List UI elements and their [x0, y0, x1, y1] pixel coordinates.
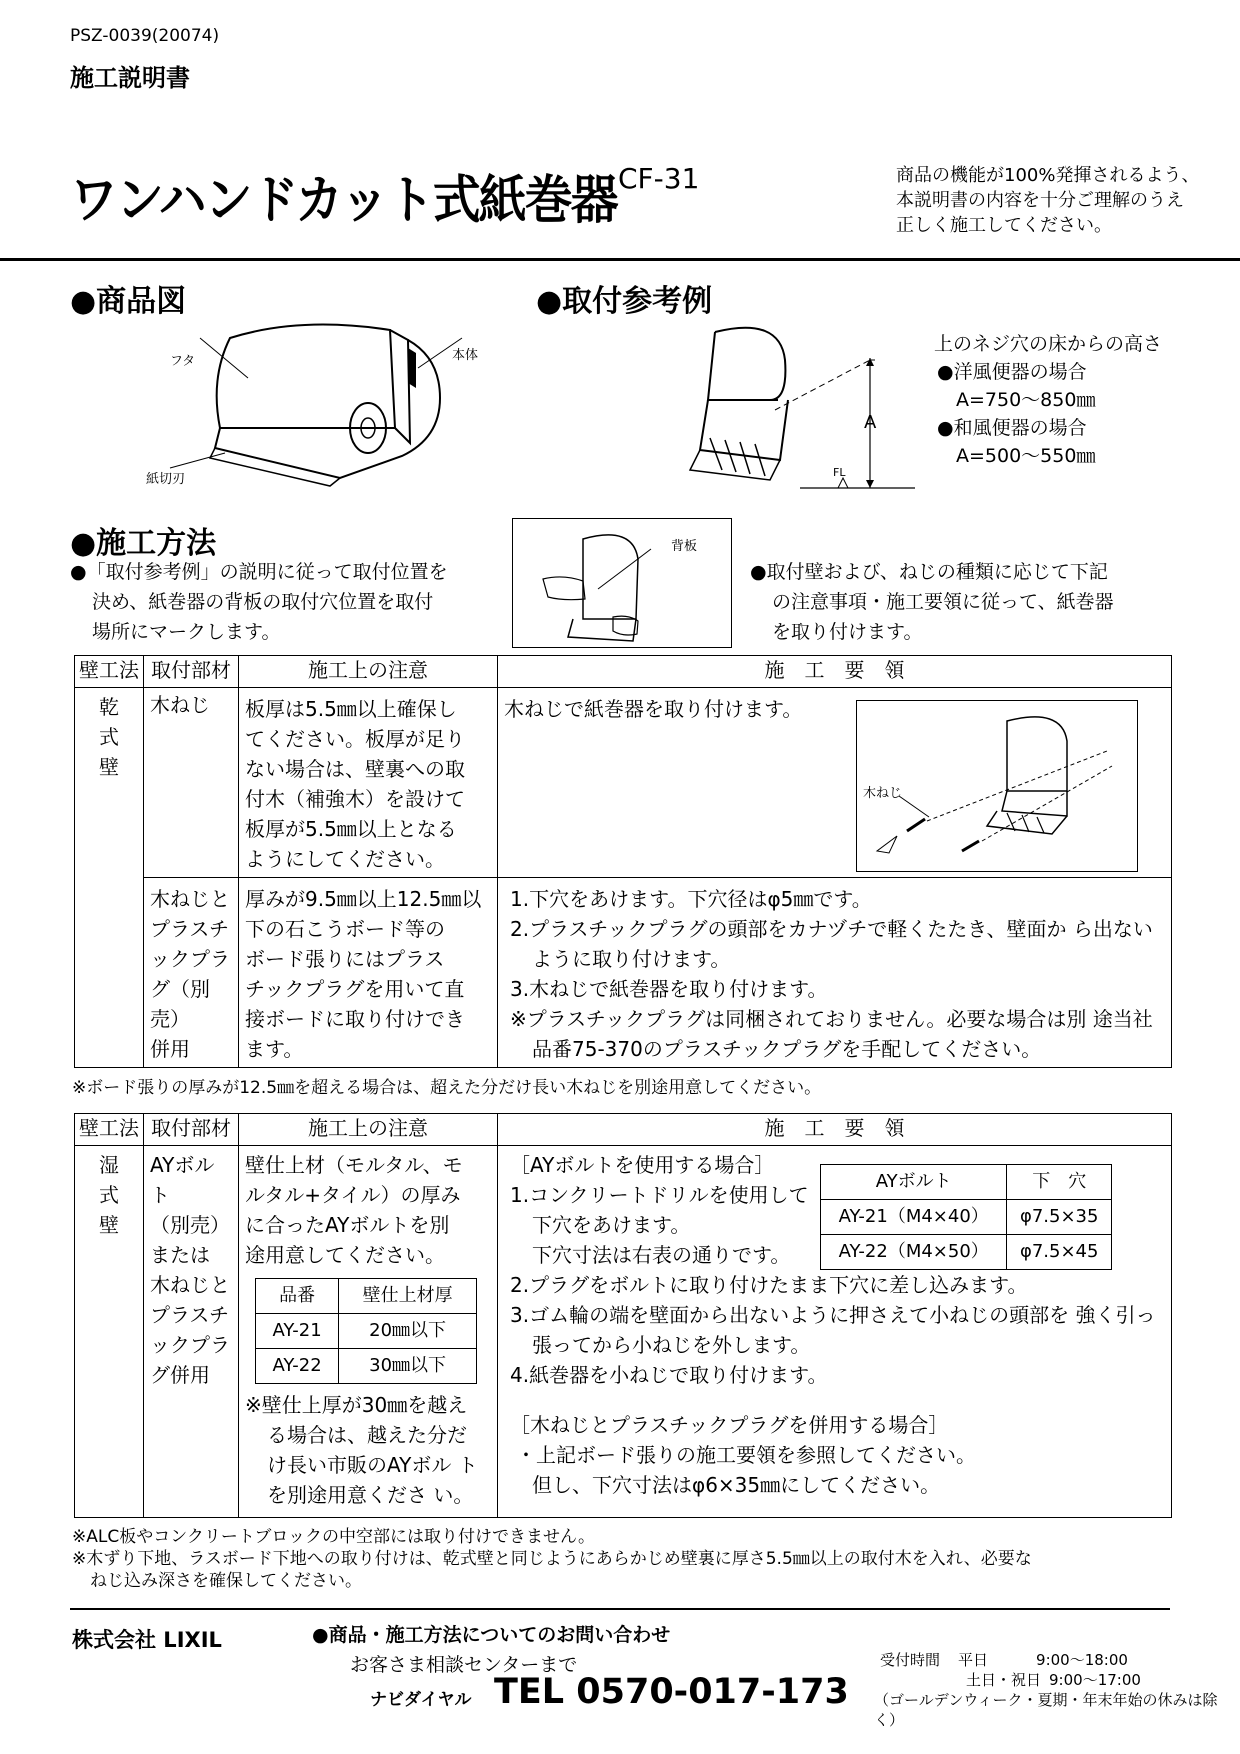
backplate-label: 背板: [671, 539, 698, 554]
dry-wall-footnote: ※ボード張りの厚みが12.5㎜を超える場合は、超えた分だけ長い木ねじを別途用意してください。: [72, 1078, 822, 1098]
table-row: [75, 688, 1172, 878]
cutter-label: 紙切刃: [146, 472, 186, 487]
dimension-a-label: A: [864, 412, 877, 433]
height-info: 上のネジ穴の床からの高さ ●洋風便器の場合 A=750～850㎜ ●和風便器の場合 A=500～550㎜: [934, 333, 1163, 467]
table-row: [75, 878, 1172, 1068]
inquiry-heading: ●商品・施工方法についてのお問い合わせ: [312, 1624, 671, 1646]
doc-code: PSZ-0039(20074): [70, 26, 220, 46]
col-procedure: 施 工 要 領: [498, 1114, 1172, 1146]
col-caution: 施工上の注意: [239, 656, 498, 688]
navi-dial-label: ナビダイヤル: [370, 1690, 472, 1710]
caution-wet: 壁仕上材（モルタル、モ ルタル+タイル）の厚み に合ったAYボルトを別 途用意してください。 品番 壁仕上材厚 AY-21 20㎜以下 AY-22 30㎜以下 ※壁仕上厚が30㎜を越え る場合は、越えた分だ け長い市販のAYボル トを別途用意くださ い。: [239, 1146, 498, 1518]
product-diagram: [140, 318, 490, 493]
method-heading: ●施工方法: [70, 526, 217, 561]
col-wall-method: 壁工法: [75, 656, 144, 688]
mounting-diagram: [670, 320, 920, 495]
material-screw-plug: 木ねじと プラスチ ックプラ グ（別売） 併用: [144, 878, 239, 1068]
material-ay-bolt: AYボルト （別売） または 木ねじと プラスチ ックプラ グ併用: [144, 1146, 239, 1518]
method-step-left: ●「取付参考例」の説明に従って取付位置を 決め、紙巻器の背板の取付穴位置を取付 場所にマークします。: [70, 561, 448, 643]
phone-number[interactable]: TEL 0570-017-173: [494, 1672, 849, 1712]
col-caution: 施工上の注意: [239, 1114, 498, 1146]
header-divider: [0, 258, 1240, 261]
caution-row1: 板厚は5.5㎜以上確保し てください。板厚が足り ない場合は、壁裏への取 付木（補強木）を設けて 板厚が5.5㎜以上となる ようにしてください。: [239, 688, 498, 878]
doc-type: 施工説明書: [70, 64, 190, 92]
product-heading: ●商品図: [70, 284, 187, 319]
floor-label: FL: [833, 466, 846, 479]
table-row: [75, 1146, 1172, 1518]
model-number: CF-31: [618, 162, 700, 195]
method-step-right: ●取付壁および、ねじの種類に応じて下記 の注意事項・施工要領に従って、紙巻器 を取り付けます。: [750, 561, 1114, 643]
col-material: 取付部材: [144, 656, 239, 688]
wet-wall-table: [74, 1113, 1172, 1518]
backplate-illustration: [512, 518, 732, 648]
procedure-row2: 1.下穴をあけます。下穴径はφ5㎜です。 2.プラスチックプラグの頭部をカナヅチで軽くたたき、壁面か ら出ないように取り付けます。 3.木ねじで紙巻器を取り付けます。 ※プラスチックプラグは同梱されておりません。必要な場合は別 途当社品番75-370のプラスチックプラグを手配してください。: [498, 878, 1172, 1068]
wood-screw-label: 木ねじ: [863, 786, 903, 801]
intro-text: 商品の機能が100%発揮されるよう、 本説明書の内容を十分ご理解のうえ 正しく施工してください。: [896, 165, 1200, 236]
body-label: 本体: [452, 348, 479, 363]
wall-type-dry: 乾 式 壁: [75, 688, 144, 1068]
col-procedure: 施 工 要 領: [498, 656, 1172, 688]
lid-label: フタ: [170, 354, 196, 369]
material-wood-screw: 木ねじ: [144, 688, 239, 878]
caution-row2: 厚みが9.5㎜以上12.5㎜以 下の石こうボード等の ボード張りにはプラス チックプラグを用いて直 接ボードに取り付けでき ます。: [239, 878, 498, 1068]
reception-hours: 受付時間 平日 9:00～18:00 土日・祝日 9:00～17:00 （ゴールデンウィーク・夏期・年末年始の休みは除く）: [874, 1651, 1218, 1729]
page-title: ワンハンドカット式紙巻器: [70, 171, 617, 231]
col-material: 取付部材: [144, 1114, 239, 1146]
footer-divider: [70, 1608, 1170, 1610]
mounting-heading: ●取付参考例: [536, 284, 713, 319]
wet-wall-footnotes: ※ALC板やコンクリートブロックの中空部には取り付けできません。 ※木ずり下地、ラスボード下地への取り付けは、乾式壁と同じようにあらかじめ壁裏に厚さ5.5㎜以上の取付木を入れ、必要な ねじ込み深さを確保してください。: [72, 1527, 1032, 1591]
hole-size-table: AYボルト 下 穴 AY-21（M4×40） φ7.5×35 AY-22（M4×50） φ7.5×45: [820, 1164, 1112, 1270]
screw-illustration: [856, 700, 1138, 872]
thickness-table: 品番 壁仕上材厚 AY-21 20㎜以下 AY-22 30㎜以下: [255, 1278, 477, 1384]
procedure-row1: 木ねじで紙巻器を取り付けます。 木ねじ: [498, 688, 1172, 878]
dry-wall-table: [74, 655, 1172, 1068]
wall-type-wet: 湿 式 壁: [75, 1146, 144, 1518]
company-name: 株式会社 LIXIL: [72, 1628, 222, 1652]
consultation-center: お客さま相談センターまで: [350, 1654, 578, 1676]
col-wall-method: 壁工法: [75, 1114, 144, 1146]
procedure-wet: ［AYボルトを使用する場合］ 1.コンクリートドリルを使用して 下穴をあけます。 下穴寸法は右表の通りです。 2.プラグをボルトに取り付けたまま下穴に差し込みます。 3.ゴム輪の端を壁面から出ないように押さえて小ねじの頭部を 強く引っ張ってから小ねじを外します。 4.紙巻器を小ねじで取り付けます。 ［木ねじとプラスチックプラグを併用する場合］ ・上記ボード張りの施工要領を参照してください。 但し、下穴寸法はφ6×35㎜にしてください。 AYボルト 下 穴 AY-21（M4×40） φ7.5×35 AY-22（M4×50） φ7.5×45: [498, 1146, 1172, 1518]
